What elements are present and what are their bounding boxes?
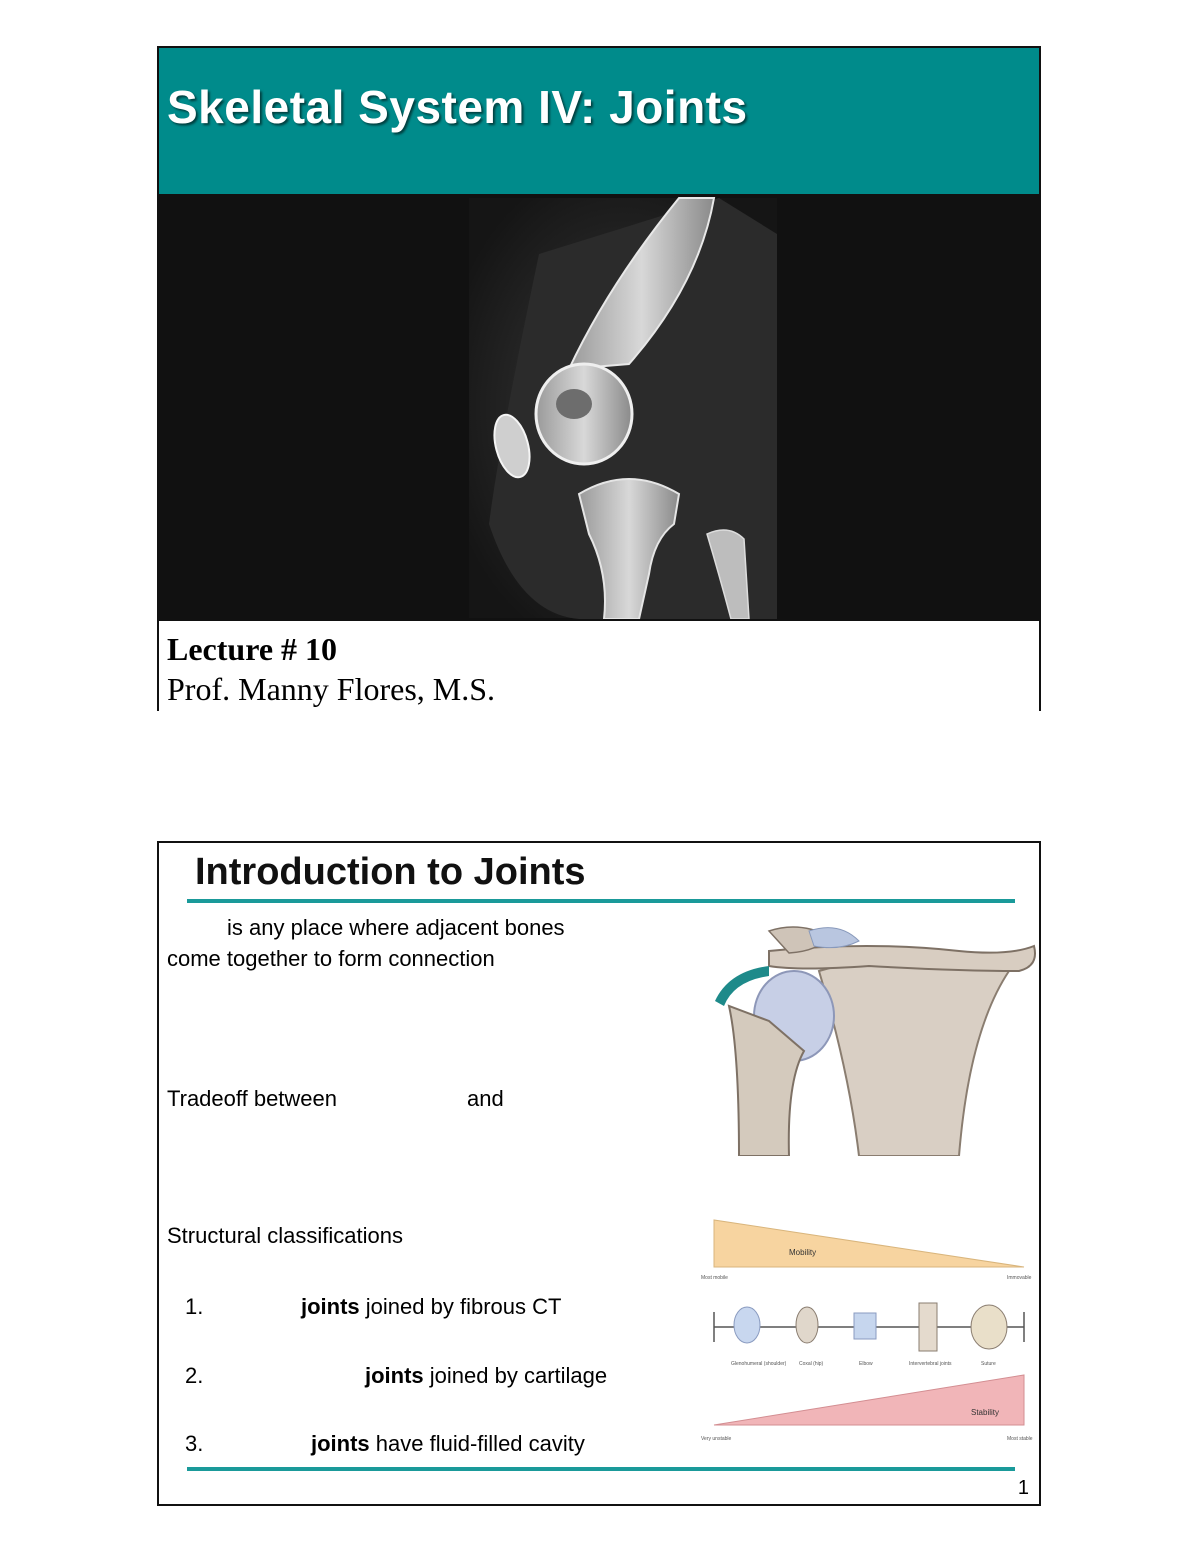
joint-label-suture: Suture [981,1361,996,1367]
title-footer [159,619,1039,711]
most-mobile-label: Most mobile [701,1275,728,1281]
list-item-number: 3. [185,1431,204,1456]
list-item-bold: joints [301,1294,360,1319]
joint-icon-elbow [854,1313,876,1339]
mobility-wedge [714,1220,1024,1267]
list-item-text: joined by fibrous CT [359,1294,562,1319]
page-number: 1 [1017,1477,1029,1499]
structural-classifications-label: Structural classifications [167,1223,403,1248]
list-item-text: joined by cartilage [423,1363,608,1388]
list-item-bold: joints [365,1363,424,1388]
knee-xray-illustration [159,194,1039,619]
very-unstable-label: Very unstable [701,1436,732,1442]
joint-label-shoulder: Glenohumeral (shoulder) [731,1361,787,1367]
list-item-text: have fluid-filled cavity [369,1431,585,1456]
list-item-number: 1. [185,1294,204,1319]
knee-xray-image [159,194,1039,619]
intro-slide [157,841,1041,1506]
joint-label-intervertebral: Intervertebral joints [909,1361,952,1367]
list-item [365,1363,607,1389]
mobility-stability-chart [699,1215,1039,1445]
list-item-number: 2. [185,1363,204,1388]
immovable-label: Immovable [1007,1275,1032,1281]
definition-line-2: come together to form connection [167,946,495,971]
stability-wedge [714,1375,1024,1425]
professor-name: Prof. Manny Flores, M.S. [167,671,496,707]
shoulder-anatomy-illustration [709,911,1039,1156]
joint-label-hip: Coxal (hip) [799,1361,824,1367]
most-stable-label: Most stable [1007,1436,1033,1442]
title-header-band [159,48,1039,194]
definition-line-1: is any place where adjacent bones [227,915,565,940]
slide-title: Skeletal System IV: Joints [167,81,748,133]
title-underline [187,899,1015,903]
joint-icon-vertebrae [919,1303,937,1351]
bottom-rule [187,1467,1015,1471]
joint-icon-hip [796,1307,818,1343]
mobility-label: Mobility [789,1248,817,1257]
tradeoff-prefix: Tradeoff between [167,1086,338,1111]
joint-icon-skull [971,1305,1007,1349]
title-slide [157,46,1041,711]
list-item [301,1294,561,1320]
list-item [311,1431,585,1457]
list-item-bold: joints [311,1431,370,1456]
joint-icon-shoulder [734,1307,760,1343]
tradeoff-and: and [467,1086,504,1111]
stability-label: Stability [971,1408,1000,1417]
joint-label-elbow: Elbow [859,1361,873,1367]
slide-title: Introduction to Joints [195,851,586,893]
lecture-number: Lecture # 10 [167,631,338,667]
